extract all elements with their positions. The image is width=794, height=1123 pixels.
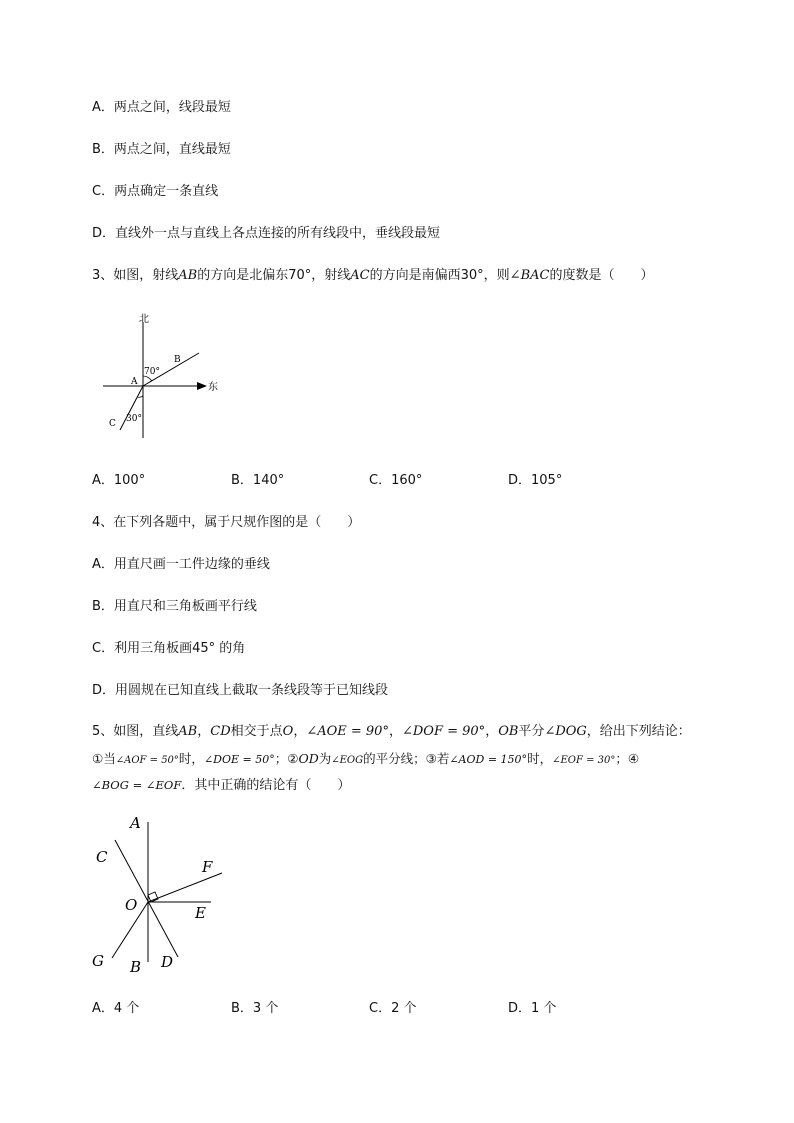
- point-e-label: E: [195, 904, 206, 922]
- q5-text: ①当: [92, 751, 116, 766]
- q5-text: 时，: [178, 751, 204, 766]
- east-label: 东: [208, 382, 218, 393]
- point-g-label: G: [92, 952, 104, 970]
- q5-text: ；④: [615, 751, 640, 766]
- q2-option-a: A．两点之间，线段最短: [92, 100, 231, 115]
- point-b-label: B: [174, 355, 181, 365]
- q3-option-a: A．100°: [92, 473, 146, 488]
- point-d-label: D: [161, 953, 174, 971]
- point-f-label: F: [202, 858, 213, 876]
- q4-option-d: D．用圆规在已知直线上截取一条线段等于已知线段: [92, 683, 389, 698]
- q3-option-c: C．160°: [369, 473, 423, 488]
- q5-angle-doe: ∠DOE = 50°: [203, 753, 275, 766]
- q3-angle-bac: ∠BAC: [509, 268, 550, 283]
- q5-text: 为: [318, 751, 332, 766]
- q5-angle-dof: ∠DOF = 90°: [401, 724, 486, 739]
- point-a-label: A: [130, 814, 141, 832]
- q5-line-cd: CD: [210, 724, 231, 739]
- angle-30-arc: [138, 396, 143, 397]
- q3-option-b: B．140°: [231, 473, 285, 488]
- q5-figure: [85, 810, 245, 980]
- q5-angle-eof: ∠EOF = 30°: [552, 755, 616, 766]
- east-arrow-icon: [197, 382, 207, 390]
- q5-text: ，: [388, 724, 402, 739]
- q5-text: ，: [293, 724, 307, 739]
- q4-option-c: C．利用三角板画45° 的角: [92, 641, 246, 656]
- q5-text: 5、如图，直线: [92, 724, 179, 739]
- q2-option-c: C．两点确定一条直线: [92, 184, 219, 199]
- q5-text: ，给出下列结论：: [586, 724, 691, 739]
- q3-stem-text: 的方向是南偏西30°，则: [369, 268, 510, 283]
- point-c-label: C: [109, 419, 116, 429]
- q5-text: 平分: [518, 724, 545, 739]
- point-o-label: O: [125, 896, 138, 914]
- angle-30-label: 30°: [126, 414, 142, 424]
- q2-option-d: D．直线外一点与直线上各点连接的所有线段中，垂线段最短: [92, 226, 441, 241]
- q3-stem-text: 的方向是北偏东70°，射线: [197, 268, 351, 283]
- q5-options: [92, 1000, 692, 1018]
- q5-text: ，: [197, 724, 211, 739]
- point-c-label: C: [96, 848, 108, 866]
- q5-angle-eog: ∠EOG: [331, 755, 364, 766]
- q5-angle-bog-eof: ∠BOG = ∠EOF: [92, 778, 182, 792]
- q5-option-b: B．3 个: [231, 1001, 279, 1016]
- q5-text: 相交于点: [230, 724, 283, 739]
- q5-option-a: A．4 个: [92, 1001, 140, 1016]
- q5-stem-line1: [92, 723, 691, 741]
- q3-ray-ab: AB: [178, 268, 198, 283]
- q5-stem-line3: [92, 776, 350, 795]
- q5-stem-line2: [92, 750, 639, 770]
- q5-text: ；②: [274, 751, 299, 766]
- q5-angle-dog: ∠DOG: [544, 724, 587, 739]
- q5-angle-aoe: ∠AOE = 90°: [306, 724, 389, 739]
- point-b-label: B: [130, 958, 142, 976]
- q5-angle-aod: ∠AOD = 150°: [449, 753, 528, 766]
- q5-text: ，: [485, 724, 499, 739]
- q5-ray-ob: OB: [498, 724, 519, 739]
- q3-ray-ac: AC: [350, 268, 370, 283]
- q4-stem: 4、在下列各题中，属于尺规作图的是（ ）: [92, 515, 361, 530]
- q5-text: ．其中正确的结论有（ ）: [181, 778, 351, 793]
- q5-line-ab: AB: [178, 724, 198, 739]
- q3-option-d: D．105°: [508, 473, 563, 488]
- q5-text: 的平分线；③若: [363, 751, 450, 766]
- q4-option-a: A．用直尺画一工件边缘的垂线: [92, 557, 270, 572]
- q5-ray-od: OD: [298, 751, 319, 766]
- q5-option-d: D．1 个: [508, 1001, 557, 1016]
- q5-angle-aof: ∠AOF = 50°: [115, 755, 179, 766]
- q5-point-o: O: [282, 724, 294, 739]
- q3-stem-text: 的度数是（ ）: [549, 268, 654, 283]
- q4-option-b: B．用直尺和三角板画平行线: [92, 599, 257, 614]
- q3-stem-text: 3、如图，射线: [92, 268, 179, 283]
- q2-option-b: B．两点之间，直线最短: [92, 142, 231, 157]
- q5-option-c: C．2 个: [369, 1001, 417, 1016]
- q3-options: [92, 472, 692, 490]
- north-label: 北: [139, 314, 149, 325]
- q3-figure: [95, 308, 235, 443]
- q3-stem: [92, 267, 653, 285]
- point-a-label: A: [131, 377, 138, 387]
- ray-of: [148, 873, 222, 902]
- q5-text: 时，: [527, 751, 553, 766]
- angle-70-label: 70°: [144, 367, 160, 377]
